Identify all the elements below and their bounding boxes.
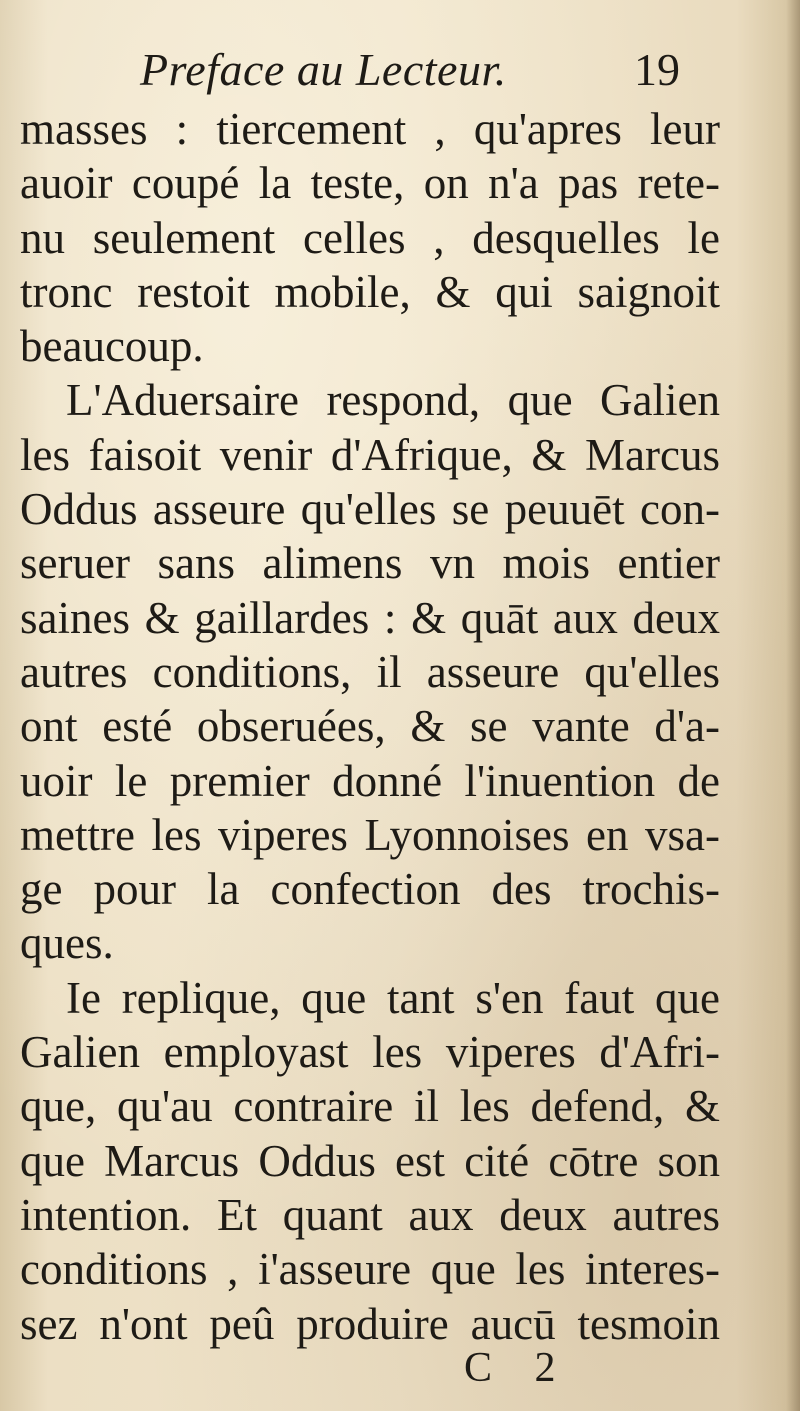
text-line: auoir coupé la teste, on n'a pas rete- [20, 158, 720, 209]
text-line: Ie replique, que tant s'en faut que [66, 972, 720, 1023]
text-line: masses : tiercement , qu'apres leur [20, 104, 720, 154]
signature-mark: C 2 [464, 1345, 572, 1391]
running-title: Preface au Lecteur. [140, 44, 507, 95]
text-line: beaucoup. [20, 321, 204, 372]
text-line: Oddus asseure qu'elles se peuuēt con- [20, 484, 720, 535]
text-line: Galien employast les viperes d'Afri- [20, 1027, 720, 1078]
text-line: que Marcus Oddus est cité cōtre son [20, 1135, 720, 1186]
text-line: tronc restoit mobile, & qui saignoit [20, 266, 720, 317]
text-line: saines & gaillardes : & quāt aux deux [20, 592, 720, 643]
text-line: ge pour la confection des trochis- [20, 864, 720, 915]
text-line: les faisoit venir d'Afrique, & Marcus [20, 429, 720, 480]
text-line: uoir le premier donné l'inuention de [20, 755, 720, 806]
text-line: autres conditions, il asseure qu'elles [20, 646, 720, 697]
text-line: mettre les viperes Lyonnoises en vsa- [20, 809, 720, 860]
text-line: seruer sans alimens vn mois entier [20, 538, 720, 589]
page-number: 19 [634, 44, 680, 95]
running-head [0, 40, 800, 100]
text-line: L'Aduersaire respond, que Galien [66, 375, 720, 426]
text-line: que, qu'au contraire il les defend, & [20, 1081, 720, 1132]
body-text [20, 102, 720, 1351]
text-line: ont esté obseruées, & se vante d'a- [20, 701, 720, 752]
text-line: nu seulement celles , desquelles le [20, 212, 720, 263]
text-line: sez n'ont peû produire aucū tesmoin [20, 1298, 720, 1349]
text-line: ques. [20, 918, 114, 969]
text-line: intention. Et quant aux deux autres [20, 1189, 720, 1240]
text-line: conditions , i'asseure que les interes- [20, 1244, 720, 1295]
